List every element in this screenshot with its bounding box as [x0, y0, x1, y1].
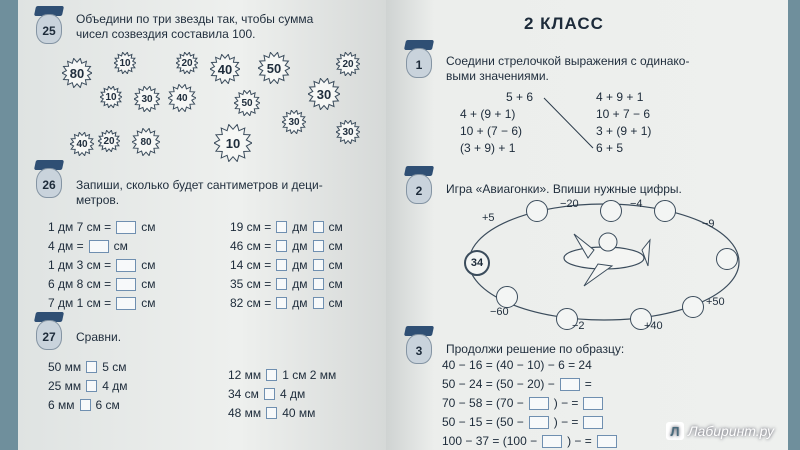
answer-box-dm[interactable] — [276, 259, 287, 271]
compare-row — [228, 387, 305, 401]
unit-label: см — [328, 220, 343, 234]
answer-box[interactable] — [116, 221, 136, 234]
conversion-expression: 1 дм 7 см = — [48, 220, 112, 234]
unit-label: дм — [292, 296, 308, 310]
answer-box-cm[interactable] — [313, 240, 324, 252]
conversion-row — [48, 220, 155, 234]
conversion-row — [230, 258, 343, 272]
right-expression[interactable]: 10 + 7 − 6 — [596, 107, 651, 121]
answer-box-cm[interactable] — [313, 221, 324, 233]
task26-instructions — [76, 178, 323, 208]
answer-box[interactable] — [529, 397, 549, 410]
race-step-label: +40 — [644, 320, 663, 332]
conversion-expression: 14 см = — [230, 258, 272, 272]
unit-label: дм — [292, 277, 308, 291]
compare-right: 6 см — [95, 398, 120, 412]
left-expression[interactable]: 4 + (9 + 1) — [460, 107, 516, 121]
unit-label: см — [141, 296, 156, 310]
watermark — [666, 422, 774, 440]
race-node-input[interactable] — [600, 200, 622, 222]
race-step-label: −20 — [560, 198, 579, 210]
unit-label: дм — [292, 239, 308, 253]
answer-box[interactable] — [583, 397, 603, 410]
compare-sign-box[interactable] — [264, 388, 275, 400]
answer-box-cm[interactable] — [313, 278, 324, 290]
solution-line — [442, 358, 592, 372]
star-item[interactable] — [70, 132, 94, 156]
task3-instructions: Продолжи решение по образцу: — [446, 342, 625, 356]
compare-right: 40 мм — [282, 406, 316, 420]
conversion-expression: 19 см = — [230, 220, 272, 234]
unit-label: см — [328, 258, 343, 272]
labirint-logo-icon: Л — [666, 422, 684, 440]
task26-text-line1: Запиши, сколько будет сантиметров и деци- — [76, 178, 323, 192]
compare-sign-box[interactable] — [80, 399, 91, 411]
owl-badge-26 — [32, 160, 66, 200]
star-item[interactable] — [98, 130, 120, 152]
answer-box-dm[interactable] — [276, 240, 287, 252]
star-item[interactable] — [114, 52, 136, 74]
task2-instructions: Игра «Авиагонки». Впиши нужные цифры. — [446, 182, 682, 196]
star-value: 10 — [105, 91, 117, 103]
compare-left: 12 мм — [228, 368, 262, 382]
race-node-input[interactable] — [716, 248, 738, 270]
conversion-row — [230, 277, 343, 291]
answer-box[interactable] — [583, 416, 603, 429]
star-item[interactable] — [214, 124, 252, 162]
race-step-label: −2 — [572, 320, 585, 332]
star-value: 20 — [181, 57, 193, 69]
star-value: 40 — [76, 138, 88, 150]
star-value: 50 — [241, 97, 253, 109]
compare-right: 4 дм — [102, 379, 128, 393]
task25-instructions — [76, 12, 313, 42]
compare-row — [228, 406, 315, 420]
task1-text-line1: Соедини стрелочкой выражения с одинако- — [446, 54, 690, 68]
left-expression[interactable]: 5 + 6 — [506, 90, 534, 104]
conversion-expression: 46 см = — [230, 239, 272, 253]
compare-right: 4 дм — [279, 387, 306, 401]
left-expression[interactable]: (3 + 9) + 1 — [460, 141, 516, 155]
unit-label: см — [328, 277, 343, 291]
race-node-input[interactable] — [526, 200, 548, 222]
race-start-node: 34 — [464, 250, 490, 276]
compare-row — [48, 398, 120, 412]
task-number: 25 — [42, 24, 56, 38]
race-step-label: −60 — [490, 306, 509, 318]
left-expression[interactable]: 10 + (7 − 6) — [460, 124, 523, 138]
solution-text: 50 − 15 = (50 − — [442, 415, 524, 429]
star-item[interactable] — [234, 90, 260, 116]
owl-badge-3 — [402, 326, 436, 366]
compare-right: 1 см 2 мм — [282, 368, 337, 382]
answer-box[interactable] — [116, 259, 136, 272]
task-number: 26 — [42, 178, 56, 192]
star-value: 40 — [176, 92, 188, 104]
star-value: 40 — [217, 61, 233, 77]
solution-text: 100 − 37 = (100 − — [442, 434, 538, 448]
compare-sign-box[interactable] — [266, 407, 277, 419]
compare-sign-box[interactable] — [86, 380, 97, 392]
conversion-row — [230, 296, 343, 310]
conversion-expression: 35 см = — [230, 277, 272, 291]
conversion-expression: 7 дм 1 см = — [48, 296, 112, 310]
compare-row — [48, 360, 126, 374]
unit-label: см — [328, 239, 343, 253]
star-value: 20 — [103, 135, 115, 147]
star-value: 20 — [342, 58, 354, 70]
star-value: 30 — [316, 86, 332, 102]
conversion-expression: 1 дм 3 см = — [48, 258, 112, 272]
right-expression[interactable]: 3 + (9 + 1) — [596, 124, 652, 138]
star-item[interactable] — [100, 86, 122, 108]
solution-tail: = — [584, 377, 592, 391]
star-item[interactable] — [168, 84, 196, 112]
race-step-label: −4 — [630, 198, 643, 210]
task-number: 2 — [415, 184, 423, 198]
star-value: 30 — [288, 116, 300, 128]
task25-text-line2: чисел созвездия составила 100. — [76, 27, 256, 41]
unit-label: см — [141, 220, 156, 234]
star-value: 80 — [140, 136, 152, 148]
compare-left: 6 мм — [48, 398, 75, 412]
star-item[interactable] — [336, 120, 360, 144]
answer-box[interactable] — [116, 278, 136, 291]
compare-left: 25 мм — [48, 379, 82, 393]
solution-tail: ) − = — [553, 415, 579, 429]
compare-sign-box[interactable] — [266, 369, 277, 381]
star-item[interactable] — [258, 52, 290, 84]
race-step-label: −9 — [702, 218, 715, 230]
answer-box[interactable] — [89, 240, 109, 253]
book-spread — [18, 0, 788, 450]
watermark-text: Лабиринт.ру — [687, 423, 774, 439]
race-step-label: +5 — [482, 212, 495, 224]
page-title: 2 КЛАСС — [524, 14, 604, 33]
solution-tail: ) − = — [553, 396, 579, 410]
unit-label: см — [328, 296, 343, 310]
compare-right: 5 см — [102, 360, 127, 374]
task27-instructions: Сравни. — [76, 330, 122, 344]
star-value: 30 — [141, 93, 153, 105]
conversion-row — [48, 258, 155, 272]
conversion-row — [230, 220, 343, 234]
compare-row — [48, 379, 127, 393]
answer-box-cm[interactable] — [313, 297, 324, 309]
star-item[interactable] — [62, 58, 92, 88]
star-item[interactable] — [282, 110, 306, 134]
compare-left: 50 мм — [48, 360, 82, 374]
star-value: 30 — [342, 126, 354, 138]
right-expression[interactable]: 6 + 5 — [596, 141, 624, 155]
conversion-row — [48, 277, 155, 291]
star-value: 10 — [119, 57, 131, 69]
solution-line — [442, 415, 603, 429]
task-number: 27 — [42, 330, 56, 344]
left-page — [18, 0, 386, 450]
star-item[interactable] — [210, 54, 240, 84]
unit-label: см — [113, 239, 128, 253]
star-item[interactable] — [176, 52, 198, 74]
unit-label: см — [141, 277, 156, 291]
star-value: 10 — [225, 135, 241, 151]
race-node-input[interactable] — [682, 296, 704, 318]
answer-box[interactable] — [542, 435, 562, 448]
conversion-row — [230, 239, 343, 253]
right-expression[interactable]: 4 + 9 + 1 — [596, 90, 644, 104]
conversion-row — [48, 239, 128, 253]
conversion-expression: 4 дм = — [48, 239, 84, 253]
compare-left: 48 мм — [228, 406, 262, 420]
unit-label: дм — [292, 258, 308, 272]
answer-box[interactable] — [560, 378, 580, 391]
airplane-icon — [564, 233, 650, 286]
star-item[interactable] — [308, 78, 340, 110]
unit-label: см — [141, 258, 156, 272]
answer-box[interactable] — [116, 297, 136, 310]
answer-box[interactable] — [529, 416, 549, 429]
compare-left: 34 см — [228, 387, 259, 401]
solution-tail: ) − = — [567, 434, 592, 448]
owl-badge-27 — [32, 312, 66, 352]
race-node-input[interactable] — [654, 200, 676, 222]
task26-text-line2: метров. — [76, 193, 120, 207]
task-number: 3 — [415, 344, 423, 358]
solution-line — [442, 434, 617, 448]
star-item[interactable] — [336, 52, 360, 76]
conversion-expression: 82 см = — [230, 296, 272, 310]
solution-text: 50 − 24 = (50 − 20) − — [442, 377, 555, 391]
answer-box-cm[interactable] — [313, 259, 324, 271]
compare-sign-box[interactable] — [86, 361, 97, 373]
task-number: 1 — [415, 58, 423, 72]
answer-box-dm[interactable] — [276, 278, 287, 290]
star-item[interactable] — [134, 86, 160, 112]
unit-label: дм — [292, 220, 308, 234]
answer-box-dm[interactable] — [276, 297, 287, 309]
task25-text-line1: Объедини по три звезды так, чтобы сумма — [76, 12, 314, 26]
solution-text: 70 − 58 = (70 − — [442, 396, 524, 410]
answer-box[interactable] — [597, 435, 617, 448]
star-value: 80 — [69, 65, 85, 81]
solution-line — [442, 396, 603, 410]
task1-text-line2: выми значениями. — [446, 69, 549, 83]
star-item[interactable] — [132, 128, 160, 156]
race-step-label: +50 — [706, 296, 725, 308]
race-node-input[interactable] — [496, 286, 518, 308]
conversion-row — [48, 296, 155, 310]
solution-line — [442, 377, 592, 391]
compare-row — [228, 368, 336, 382]
answer-box-dm[interactable] — [276, 221, 287, 233]
owl-badge-25 — [32, 6, 66, 46]
star-value: 50 — [266, 60, 282, 76]
solution-text: 40 − 16 = (40 − 10) − 6 = 24 — [442, 358, 592, 372]
conversion-expression: 6 дм 8 см = — [48, 277, 112, 291]
right-page — [386, 0, 788, 450]
